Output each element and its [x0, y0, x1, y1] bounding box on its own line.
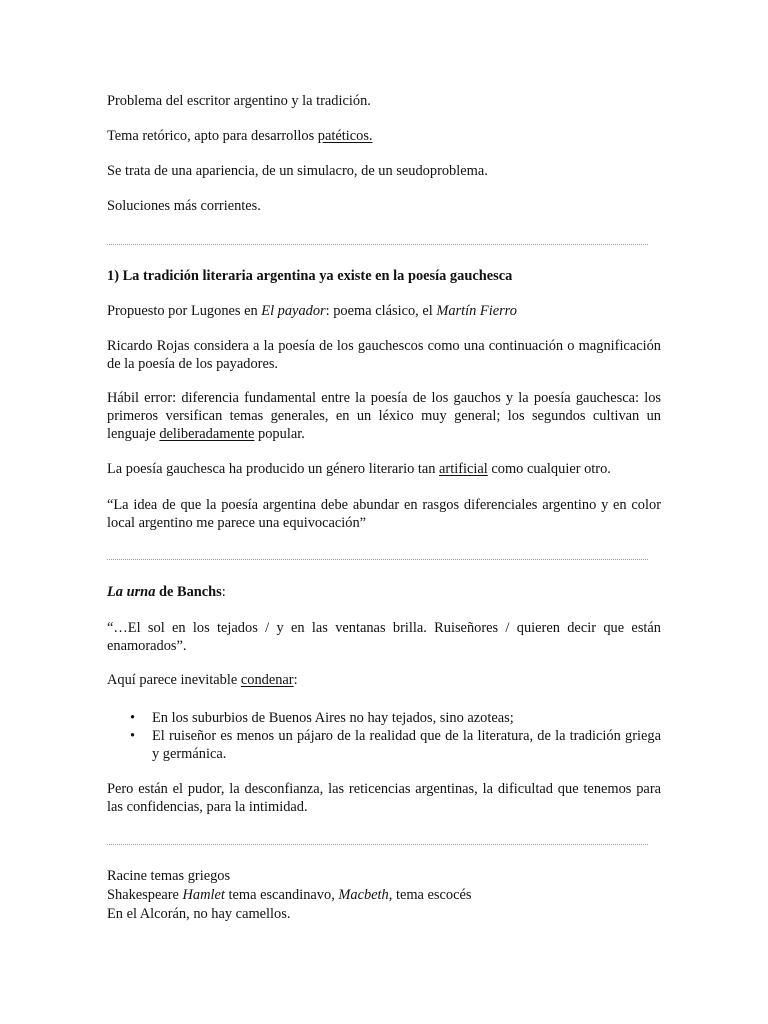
underlined-word: artificial [439, 461, 488, 477]
underlined-word: condenar [240, 672, 294, 688]
text: Racine temas griegos [107, 868, 231, 884]
text: : [293, 672, 298, 688]
text: tema escandinavo, [224, 887, 339, 903]
list-item [107, 727, 661, 763]
text: como cualquier otro. [487, 461, 611, 477]
text: Ricardo Rojas considera a la poesía de los gauchescos como una continuación o magnificación de la poesía de los payadores. [107, 338, 661, 372]
italic-title: La urna [107, 584, 156, 600]
italic-title: El payador [261, 303, 326, 319]
text: La poesía gauchesca ha producido un género literario tan [107, 461, 440, 477]
section-2-paragraph-2 [107, 780, 661, 816]
section-1-paragraph-3 [107, 389, 661, 443]
section-1-quote [107, 496, 661, 532]
bullet-icon: • [130, 710, 136, 726]
section-1-heading [107, 267, 661, 285]
text: En el Alcorán, no hay camellos. [107, 906, 291, 922]
underlined-word: deliberadamente [159, 426, 255, 442]
section-1-paragraph-1 [107, 302, 661, 320]
intro-line-4 [107, 197, 661, 215]
heading-text: 1) La tradición literaria argentina ya existe en la poesía gauchesca [107, 268, 513, 284]
section-2-quote [107, 619, 661, 655]
text: Propuesto por Lugones en [107, 303, 262, 319]
text: Hábil error: diferencia fundamental entre la poesía de los gauchos y la poesía gauchesca: los primeros versifican temas generales, en un léxico muy general; los segundos cultivan un lenguaje [107, 390, 661, 442]
list-item [107, 709, 661, 727]
text: : poema clásico, el [325, 303, 437, 319]
section-3-line-2 [107, 886, 661, 904]
dotted-divider [107, 244, 648, 245]
intro-text: Se trata de una apariencia, de un simulacro, de un seudoproblema. [107, 163, 488, 179]
section-3-line-3 [107, 905, 661, 923]
dotted-divider [107, 559, 648, 560]
heading-text: de Banchs [155, 584, 222, 600]
text: , tema escocés [388, 887, 472, 903]
text: Aquí parece inevitable [107, 672, 241, 688]
intro-text: Tema retórico, apto para desarrollos [107, 128, 318, 144]
underlined-word: patéticos. [317, 128, 373, 144]
intro-line-1 [107, 92, 661, 110]
section-2-paragraph-1 [107, 671, 661, 689]
quote-text: “La idea de que la poesía argentina debe abundar en rasgos diferenciales argentino y en color local argentino me parece una equivocación” [107, 497, 661, 531]
section-1-paragraph-2 [107, 337, 661, 373]
intro-text: Soluciones más corrientes. [107, 198, 261, 214]
dotted-divider [107, 844, 648, 845]
list-item-text: El ruiseñor es menos un pájaro de la realidad que de la literatura, de la tradición griega y germánica. [152, 728, 661, 762]
text: Shakespeare [107, 887, 183, 903]
bullet-list [107, 709, 661, 763]
section-2-heading [107, 583, 661, 601]
intro-line-3 [107, 162, 661, 180]
section-3-line-1 [107, 867, 661, 885]
italic-title: Hamlet [182, 887, 225, 903]
italic-title: Martín Fierro [436, 303, 517, 319]
intro-text: Problema del escritor argentino y la tradición. [107, 93, 371, 109]
text: Pero están el pudor, la desconfianza, las reticencias argentinas, la dificultad que tenemos para las confidencias, para la intimidad. [107, 781, 661, 815]
text: popular. [254, 426, 305, 442]
heading-colon: : [221, 584, 226, 600]
quote-text: “…El sol en los tejados / y en las ventanas brilla. Ruiseñores / quieren decir que están enamorados”. [107, 620, 661, 654]
list-item-text: En los suburbios de Buenos Aires no hay tejados, sino azoteas; [152, 710, 514, 726]
intro-line-2 [107, 127, 661, 145]
bullet-icon: • [130, 728, 136, 744]
italic-title: Macbeth [338, 887, 389, 903]
section-1-paragraph-4 [107, 460, 661, 478]
